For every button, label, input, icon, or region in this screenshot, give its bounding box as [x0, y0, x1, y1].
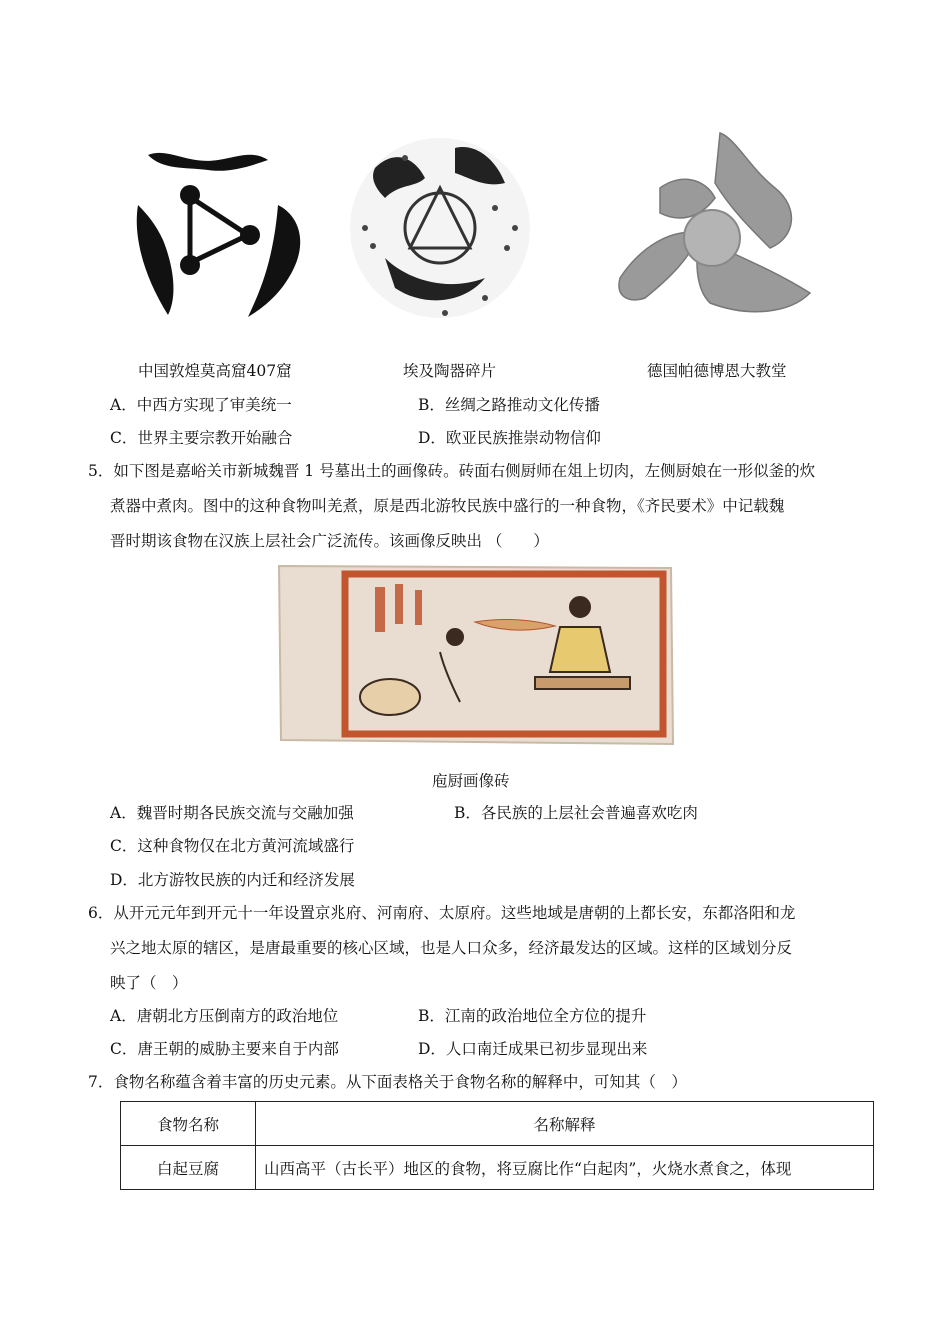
q6-option-c[interactable]: C．唐王朝的威胁主要来自于内部 — [110, 1040, 339, 1058]
q5-stem-line3: 晋时期该食物在汉族上层社会广泛流传。该画像反映出 （ ） — [110, 532, 549, 550]
table-cell: 山西高平（古长平）地区的食物，将豆腐比作“白起肉”，火烧水煮食之，体现 — [256, 1146, 874, 1190]
q5-option-b[interactable]: B．各民族的上层社会普遍喜欢吃肉 — [454, 804, 698, 822]
table-cell: 白起豆腐 — [121, 1146, 256, 1190]
q6-stem-line3: 映了（ ） — [110, 974, 188, 992]
q5-option-d[interactable]: D．北方游牧民族的内迁和经济发展 — [110, 871, 355, 889]
table-header-cell: 食物名称 — [121, 1102, 256, 1146]
q4-option-a[interactable]: A．中西方实现了审美统一 — [110, 396, 292, 414]
kitchen-brick-image — [275, 562, 675, 748]
q5-option-a[interactable]: A．魏晋时期各民族交流与交融加强 — [110, 804, 354, 822]
table-row — [121, 1146, 874, 1190]
q5-image-caption: 庖厨画像砖 — [432, 772, 510, 790]
egyptian-pottery-image — [345, 128, 535, 328]
food-name-table — [120, 1101, 874, 1190]
paderborn-relief-image — [600, 128, 825, 323]
table-header-row — [121, 1102, 874, 1146]
fig1-caption: 中国敦煌莫高窟407窟 — [138, 362, 292, 380]
q6-stem-line1: 6．从开元元年到开元十一年设置京兆府、河南府、太原府。这些地域是唐朝的上都长安，东都洛阳和龙 — [88, 904, 796, 922]
q6-stem-line2: 兴之地太原的辖区，是唐最重要的核心区域，也是人口众多，经济最发达的区域。这样的区域划分反 — [110, 939, 793, 957]
fig2-caption: 埃及陶器碎片 — [403, 362, 497, 380]
q6-option-d[interactable]: D．人口南迁成果已初步显现出来 — [418, 1040, 648, 1058]
q4-option-b[interactable]: B．丝绸之路推动文化传播 — [418, 396, 600, 414]
q4-option-d[interactable]: D．欧亚民族推崇动物信仰 — [418, 429, 601, 447]
q6-option-a[interactable]: A．唐朝北方压倒南方的政治地位 — [110, 1007, 339, 1025]
q5-stem-line2: 煮器中煮肉。图中的这种食物叫羌煮，原是西北游牧民族中盛行的一种食物，《齐民要术》中记载魏 — [110, 497, 785, 515]
fig3-caption: 德国帕德博恩大教堂 — [647, 362, 787, 380]
q5-option-c[interactable]: C．这种食物仅在北方黄河流域盛行 — [110, 837, 355, 855]
dunhuang-rabbits-image — [128, 145, 313, 325]
q4-option-c[interactable]: C．世界主要宗教开始融合 — [110, 429, 293, 447]
q5-stem-line1: 5．如下图是嘉峪关市新城魏晋 1 号墓出土的画像砖。砖面右侧厨师在俎上切肉，左侧厨娘在一形似釜的炊 — [88, 462, 816, 480]
table-header-cell: 名称解释 — [256, 1102, 874, 1146]
q6-option-b[interactable]: B．江南的政治地位全方位的提升 — [418, 1007, 647, 1025]
q7-stem: 7．食物名称蕴含着丰富的历史元素。从下面表格关于食物名称的解释中，可知其（ ） — [88, 1073, 687, 1091]
